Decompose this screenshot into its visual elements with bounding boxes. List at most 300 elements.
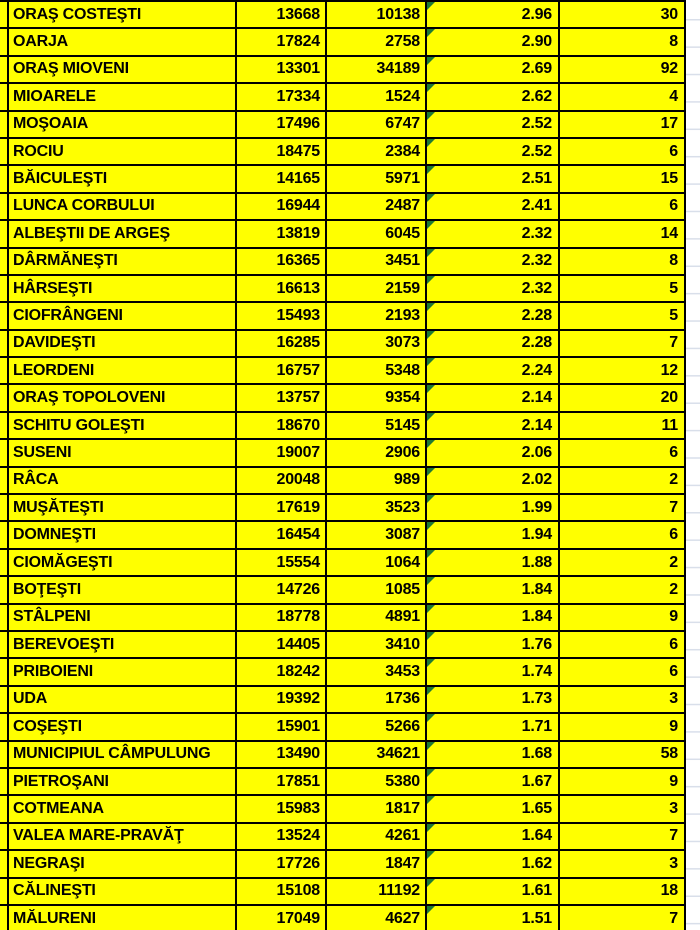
cell-ratio[interactable]: [427, 166, 560, 191]
cell-value-1[interactable]: [237, 221, 327, 246]
table-row: [0, 796, 686, 823]
cell-count[interactable]: [560, 29, 686, 54]
formula-warning-icon: [427, 57, 435, 65]
cell-text: 4261: [385, 827, 420, 845]
table-row: [0, 577, 686, 604]
cell-locality-name[interactable]: [9, 2, 237, 27]
cell-value-1[interactable]: [237, 57, 327, 82]
cell-value-2[interactable]: [327, 440, 427, 465]
cell-text: 2.14: [521, 416, 552, 434]
cell-ratio[interactable]: [427, 385, 560, 410]
cell-locality-name[interactable]: [9, 605, 237, 630]
cell-count[interactable]: [560, 714, 686, 739]
cell-count[interactable]: [560, 824, 686, 849]
cell-ratio[interactable]: [427, 796, 560, 821]
cell-partial-left[interactable]: [0, 221, 9, 246]
cell-value-2[interactable]: [327, 659, 427, 684]
cell-text: 13819: [276, 224, 320, 242]
cell-value-1[interactable]: [237, 605, 327, 630]
cell-text: MUŞĂTEŞTI: [13, 498, 104, 516]
table-row: [0, 742, 686, 769]
cell-partial-left[interactable]: [0, 413, 9, 438]
cell-text: SUSENI: [13, 443, 72, 461]
cell-ratio[interactable]: [427, 550, 560, 575]
cell-value-2[interactable]: [327, 84, 427, 109]
cell-ratio[interactable]: [427, 659, 560, 684]
cell-partial-left[interactable]: [0, 276, 9, 301]
cell-ratio[interactable]: [427, 84, 560, 109]
cell-ratio[interactable]: [427, 714, 560, 739]
cell-locality-name[interactable]: [9, 659, 237, 684]
cell-partial-left[interactable]: [0, 139, 9, 164]
cell-count[interactable]: [560, 659, 686, 684]
cell-text: 2.90: [521, 33, 552, 51]
cell-text: 2906: [385, 443, 420, 461]
cell-text: 58: [660, 745, 678, 763]
cell-ratio[interactable]: [427, 139, 560, 164]
cell-text: 13757: [276, 389, 320, 407]
cell-locality-name[interactable]: [9, 824, 237, 849]
cell-value-1[interactable]: [237, 796, 327, 821]
cell-value-1[interactable]: [237, 385, 327, 410]
cell-text: 1817: [385, 800, 420, 818]
cell-locality-name[interactable]: [9, 796, 237, 821]
cell-value-1[interactable]: [237, 742, 327, 767]
cell-locality-name[interactable]: [9, 468, 237, 493]
cell-count[interactable]: [560, 331, 686, 356]
cell-partial-left[interactable]: [0, 112, 9, 137]
cell-locality-name[interactable]: [9, 112, 237, 137]
cell-count[interactable]: [560, 742, 686, 767]
cell-locality-name[interactable]: [9, 194, 237, 219]
cell-count[interactable]: [560, 879, 686, 904]
cell-text: 9: [669, 772, 678, 790]
cell-text: 17496: [276, 115, 320, 133]
table-row: [0, 84, 686, 111]
cell-count[interactable]: [560, 906, 686, 930]
cell-text: 6: [669, 443, 678, 461]
cell-text: 12: [660, 361, 678, 379]
cell-text: 2.32: [521, 224, 552, 242]
cell-value-1[interactable]: [237, 577, 327, 602]
cell-partial-left[interactable]: [0, 906, 9, 930]
cell-count[interactable]: [560, 194, 686, 219]
cell-ratio[interactable]: [427, 577, 560, 602]
table-row: [0, 2, 686, 29]
cell-partial-left[interactable]: [0, 879, 9, 904]
cell-text: 8: [669, 252, 678, 270]
cell-value-2[interactable]: [327, 2, 427, 27]
formula-warning-icon: [427, 769, 435, 777]
cell-ratio[interactable]: [427, 495, 560, 520]
cell-ratio[interactable]: [427, 824, 560, 849]
cell-value-1[interactable]: [237, 276, 327, 301]
cell-ratio[interactable]: [427, 331, 560, 356]
cell-locality-name[interactable]: [9, 139, 237, 164]
cell-ratio[interactable]: [427, 687, 560, 712]
cell-value-2[interactable]: [327, 495, 427, 520]
cell-text: 2.06: [521, 443, 552, 461]
cell-value-1[interactable]: [237, 687, 327, 712]
cell-value-1[interactable]: [237, 659, 327, 684]
cell-text: MĂLURENI: [13, 909, 96, 927]
cell-value-1[interactable]: [237, 879, 327, 904]
cell-value-2[interactable]: [327, 139, 427, 164]
cell-partial-left[interactable]: [0, 796, 9, 821]
table-row: [0, 495, 686, 522]
cell-value-1[interactable]: [237, 358, 327, 383]
cell-value-1[interactable]: [237, 194, 327, 219]
cell-text: 2.62: [521, 87, 552, 105]
formula-warning-icon: [427, 440, 435, 448]
cell-count[interactable]: [560, 139, 686, 164]
formula-warning-icon: [427, 221, 435, 229]
formula-warning-icon: [427, 139, 435, 147]
cell-text: 7: [669, 827, 678, 845]
cell-locality-name[interactable]: [9, 303, 237, 328]
cell-value-2[interactable]: [327, 29, 427, 54]
cell-locality-name[interactable]: [9, 687, 237, 712]
cell-partial-left[interactable]: [0, 769, 9, 794]
cell-count[interactable]: [560, 249, 686, 274]
cell-text: BĂICULEŞTI: [13, 170, 108, 188]
cell-locality-name[interactable]: [9, 221, 237, 246]
cell-locality-name[interactable]: [9, 166, 237, 191]
cell-value-1[interactable]: [237, 550, 327, 575]
cell-text: HÂRSEŞTI: [13, 279, 93, 297]
formula-warning-icon: [427, 112, 435, 120]
cell-ratio[interactable]: [427, 851, 560, 876]
cell-text: 1.84: [521, 608, 552, 626]
cell-partial-left[interactable]: [0, 166, 9, 191]
cell-locality-name[interactable]: [9, 29, 237, 54]
cell-text: COŞEŞTI: [13, 717, 82, 735]
cell-ratio[interactable]: [427, 194, 560, 219]
cell-ratio[interactable]: [427, 2, 560, 27]
formula-warning-icon: [427, 605, 435, 613]
cell-value-2[interactable]: [327, 57, 427, 82]
cell-text: 1736: [385, 690, 420, 708]
formula-warning-icon: [427, 331, 435, 339]
cell-text: 2.51: [521, 170, 552, 188]
cell-text: 17726: [276, 854, 320, 872]
cell-locality-name[interactable]: [9, 385, 237, 410]
cell-value-1[interactable]: [237, 303, 327, 328]
cell-value-1[interactable]: [237, 440, 327, 465]
cell-value-1[interactable]: [237, 632, 327, 657]
cell-partial-left[interactable]: [0, 714, 9, 739]
cell-count[interactable]: [560, 605, 686, 630]
cell-value-2[interactable]: [327, 577, 427, 602]
formula-warning-icon: [427, 659, 435, 667]
cell-text: 13490: [276, 745, 320, 763]
cell-text: MOŞOAIA: [13, 115, 89, 133]
cell-partial-left[interactable]: [0, 29, 9, 54]
cell-locality-name[interactable]: [9, 522, 237, 547]
cell-text: CĂLINEŞTI: [13, 882, 96, 900]
cell-count[interactable]: [560, 687, 686, 712]
cell-ratio[interactable]: [427, 605, 560, 630]
cell-ratio[interactable]: [427, 632, 560, 657]
cell-count[interactable]: [560, 112, 686, 137]
cell-value-2[interactable]: [327, 879, 427, 904]
cell-ratio[interactable]: [427, 358, 560, 383]
formula-warning-icon: [427, 687, 435, 695]
cell-partial-left[interactable]: [0, 2, 9, 27]
cell-count[interactable]: [560, 577, 686, 602]
cell-text: 16365: [276, 252, 320, 270]
cell-text: 4627: [385, 909, 420, 927]
cell-text: ROCIU: [13, 142, 64, 160]
cell-count[interactable]: [560, 769, 686, 794]
cell-locality-name[interactable]: [9, 413, 237, 438]
cell-text: 1.74: [521, 663, 552, 681]
cell-value-2[interactable]: [327, 413, 427, 438]
cell-count[interactable]: [560, 57, 686, 82]
cell-locality-name[interactable]: [9, 84, 237, 109]
cell-value-2[interactable]: [327, 769, 427, 794]
cell-text: NEGRAŞI: [13, 854, 85, 872]
cell-count[interactable]: [560, 495, 686, 520]
cell-value-1[interactable]: [237, 824, 327, 849]
cell-text: MUNICIPIUL CÂMPULUNG: [13, 745, 211, 763]
cell-text: 17851: [276, 772, 320, 790]
cell-value-2[interactable]: [327, 194, 427, 219]
cell-value-2[interactable]: [327, 331, 427, 356]
cell-value-2[interactable]: [327, 906, 427, 930]
cell-count[interactable]: [560, 796, 686, 821]
cell-value-1[interactable]: [237, 112, 327, 137]
cell-text: 5348: [385, 361, 420, 379]
cell-count[interactable]: [560, 385, 686, 410]
cell-partial-left[interactable]: [0, 358, 9, 383]
cell-value-1[interactable]: [237, 413, 327, 438]
cell-partial-left[interactable]: [0, 57, 9, 82]
cell-partial-left[interactable]: [0, 440, 9, 465]
cell-text: 2.28: [521, 306, 552, 324]
cell-locality-name[interactable]: [9, 57, 237, 82]
cell-value-2[interactable]: [327, 166, 427, 191]
table-row: [0, 824, 686, 851]
cell-partial-left[interactable]: [0, 851, 9, 876]
table-row: [0, 906, 686, 930]
table-row: [0, 632, 686, 659]
cell-count[interactable]: [560, 221, 686, 246]
cell-partial-left[interactable]: [0, 659, 9, 684]
table-row: [0, 851, 686, 878]
cell-partial-left[interactable]: [0, 249, 9, 274]
cell-text: UDA: [13, 690, 48, 708]
cell-value-2[interactable]: [327, 550, 427, 575]
cell-count[interactable]: [560, 358, 686, 383]
cell-value-2[interactable]: [327, 385, 427, 410]
formula-warning-icon: [427, 84, 435, 92]
cell-partial-left[interactable]: [0, 194, 9, 219]
cell-partial-left[interactable]: [0, 687, 9, 712]
cell-ratio[interactable]: [427, 303, 560, 328]
cell-locality-name[interactable]: [9, 358, 237, 383]
cell-locality-name[interactable]: [9, 879, 237, 904]
table-row: [0, 468, 686, 495]
cell-partial-left[interactable]: [0, 303, 9, 328]
cell-value-2[interactable]: [327, 714, 427, 739]
cell-value-2[interactable]: [327, 249, 427, 274]
formula-warning-icon: [427, 2, 435, 10]
cell-value-2[interactable]: [327, 605, 427, 630]
cell-ratio[interactable]: [427, 742, 560, 767]
cell-count[interactable]: [560, 851, 686, 876]
cell-ratio[interactable]: [427, 29, 560, 54]
formula-warning-icon: [427, 276, 435, 284]
cell-locality-name[interactable]: [9, 742, 237, 767]
cell-value-2[interactable]: [327, 358, 427, 383]
cell-ratio[interactable]: [427, 276, 560, 301]
cell-text: 2.32: [521, 252, 552, 270]
cell-count[interactable]: [560, 303, 686, 328]
cell-locality-name[interactable]: [9, 550, 237, 575]
cell-partial-left[interactable]: [0, 522, 9, 547]
cell-text: 1.71: [521, 717, 552, 735]
cell-value-1[interactable]: [237, 249, 327, 274]
cell-value-1[interactable]: [237, 522, 327, 547]
cell-count[interactable]: [560, 550, 686, 575]
cell-partial-left[interactable]: [0, 468, 9, 493]
cell-text: 14: [660, 224, 678, 242]
cell-text: 9: [669, 608, 678, 626]
cell-partial-left[interactable]: [0, 605, 9, 630]
cell-count[interactable]: [560, 468, 686, 493]
cell-value-2[interactable]: [327, 522, 427, 547]
cell-value-2[interactable]: [327, 824, 427, 849]
cell-ratio[interactable]: [427, 522, 560, 547]
table-row: [0, 139, 686, 166]
cell-locality-name[interactable]: [9, 577, 237, 602]
formula-warning-icon: [427, 29, 435, 37]
cell-partial-left[interactable]: [0, 550, 9, 575]
cell-partial-left[interactable]: [0, 331, 9, 356]
cell-value-1[interactable]: [237, 331, 327, 356]
cell-text: 7: [669, 909, 678, 927]
cell-value-2[interactable]: [327, 632, 427, 657]
cell-text: 4891: [385, 608, 420, 626]
cell-ratio[interactable]: [427, 440, 560, 465]
cell-ratio[interactable]: [427, 769, 560, 794]
cell-text: 3410: [385, 635, 420, 653]
cell-value-1[interactable]: [237, 29, 327, 54]
empty-grid-area[interactable]: [686, 0, 700, 930]
cell-locality-name[interactable]: [9, 440, 237, 465]
cell-ratio[interactable]: [427, 413, 560, 438]
cell-ratio[interactable]: [427, 468, 560, 493]
cell-text: 15108: [276, 882, 320, 900]
cell-value-1[interactable]: [237, 468, 327, 493]
cell-locality-name[interactable]: [9, 632, 237, 657]
cell-locality-name[interactable]: [9, 851, 237, 876]
cell-locality-name[interactable]: [9, 906, 237, 930]
cell-value-2[interactable]: [327, 221, 427, 246]
cell-text: 18670: [276, 416, 320, 434]
cell-value-2[interactable]: [327, 112, 427, 137]
cell-value-1[interactable]: [237, 769, 327, 794]
cell-count[interactable]: [560, 276, 686, 301]
cell-locality-name[interactable]: [9, 714, 237, 739]
cell-text: 17824: [276, 33, 320, 51]
cell-text: 2.32: [521, 279, 552, 297]
cell-ratio[interactable]: [427, 221, 560, 246]
cell-value-1[interactable]: [237, 495, 327, 520]
cell-value-2[interactable]: [327, 742, 427, 767]
cell-text: 1.51: [521, 909, 552, 927]
cell-value-2[interactable]: [327, 687, 427, 712]
cell-text: OARJA: [13, 33, 69, 51]
cell-locality-name[interactable]: [9, 769, 237, 794]
cell-value-1[interactable]: [237, 2, 327, 27]
cell-text: 11: [661, 416, 678, 434]
cell-value-1[interactable]: [237, 139, 327, 164]
cell-text: 3: [669, 800, 678, 818]
cell-text: 34621: [376, 745, 420, 763]
cell-text: 2: [669, 580, 678, 598]
cell-text: 1847: [385, 854, 420, 872]
cell-value-2[interactable]: [327, 276, 427, 301]
cell-ratio[interactable]: [427, 879, 560, 904]
cell-value-2[interactable]: [327, 303, 427, 328]
cell-value-2[interactable]: [327, 851, 427, 876]
cell-ratio[interactable]: [427, 57, 560, 82]
cell-count[interactable]: [560, 2, 686, 27]
cell-partial-left[interactable]: [0, 824, 9, 849]
cell-text: 15983: [276, 800, 320, 818]
cell-value-1[interactable]: [237, 84, 327, 109]
cell-locality-name[interactable]: [9, 276, 237, 301]
cell-text: 6747: [385, 115, 420, 133]
cell-locality-name[interactable]: [9, 495, 237, 520]
formula-warning-icon: [427, 824, 435, 832]
cell-count[interactable]: [560, 440, 686, 465]
cell-locality-name[interactable]: [9, 249, 237, 274]
cell-locality-name[interactable]: [9, 331, 237, 356]
cell-ratio[interactable]: [427, 906, 560, 930]
cell-text: CIOFRÂNGENI: [13, 306, 123, 324]
cell-value-1[interactable]: [237, 166, 327, 191]
cell-value-2[interactable]: [327, 796, 427, 821]
cell-partial-left[interactable]: [0, 385, 9, 410]
cell-text: 1085: [385, 580, 420, 598]
cell-value-1[interactable]: [237, 851, 327, 876]
table-row: [0, 194, 686, 221]
cell-value-1[interactable]: [237, 906, 327, 930]
cell-text: 10138: [376, 5, 420, 23]
cell-count[interactable]: [560, 413, 686, 438]
cell-value-1[interactable]: [237, 714, 327, 739]
cell-count[interactable]: [560, 166, 686, 191]
cell-partial-left[interactable]: [0, 577, 9, 602]
cell-text: ORAŞ COSTEŞTI: [13, 5, 142, 23]
cell-text: 3073: [385, 334, 420, 352]
cell-ratio[interactable]: [427, 112, 560, 137]
cell-partial-left[interactable]: [0, 632, 9, 657]
cell-text: 4: [669, 87, 678, 105]
cell-ratio[interactable]: [427, 249, 560, 274]
cell-partial-left[interactable]: [0, 742, 9, 767]
cell-count[interactable]: [560, 632, 686, 657]
cell-text: 1.61: [521, 882, 552, 900]
cell-count[interactable]: [560, 522, 686, 547]
cell-value-2[interactable]: [327, 468, 427, 493]
cell-count[interactable]: [560, 84, 686, 109]
cell-partial-left[interactable]: [0, 495, 9, 520]
cell-partial-left[interactable]: [0, 84, 9, 109]
